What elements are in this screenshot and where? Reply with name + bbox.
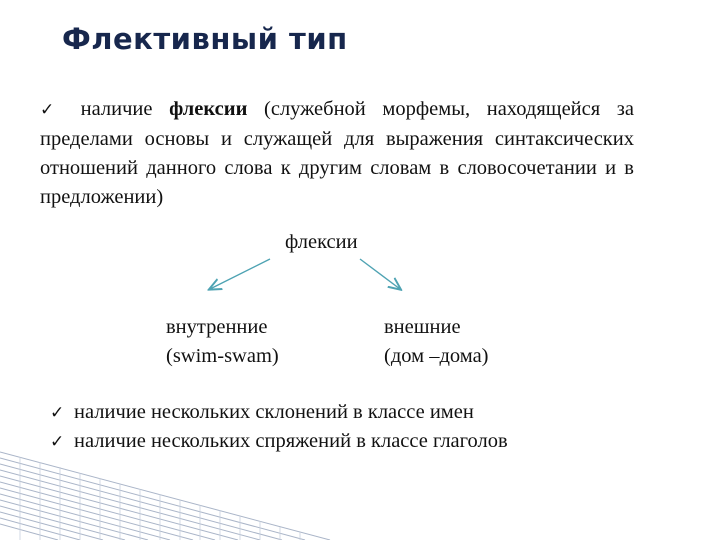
right-branch-example: (дом –дома): [384, 345, 489, 367]
bullet-item: [50, 401, 474, 424]
arrow-left: [210, 259, 270, 289]
bullet-text: наличие нескольких спряжений в классе глаголов: [74, 430, 508, 452]
paragraph-bold-term: флексии: [169, 98, 248, 120]
diagram-left-branch: [166, 313, 279, 371]
checkmark-icon: ✓: [50, 403, 65, 423]
diagram-root: флексии: [285, 231, 358, 253]
left-branch-example: (swim-swam): [166, 345, 279, 367]
diagram-right-branch: [384, 313, 489, 371]
left-branch-label: внутренние: [166, 316, 268, 338]
right-branch-label: внешние: [384, 316, 461, 338]
arrow-right: [360, 259, 400, 289]
paragraph-prefix: наличие: [80, 98, 153, 120]
bullet-text: наличие нескольких склонений в классе имен: [74, 401, 474, 423]
checkmark-icon: ✓: [40, 100, 55, 120]
paragraph-rest: (служебной морфемы, находящейся за пределами основы и служащей для выражения синтаксических отношений данного слова к другим словам в словосочетании и в предложении): [40, 98, 634, 208]
slide-title: Флективный тип: [62, 22, 348, 56]
checkmark-icon: ✓: [50, 432, 65, 452]
bullet-item: [50, 430, 508, 453]
